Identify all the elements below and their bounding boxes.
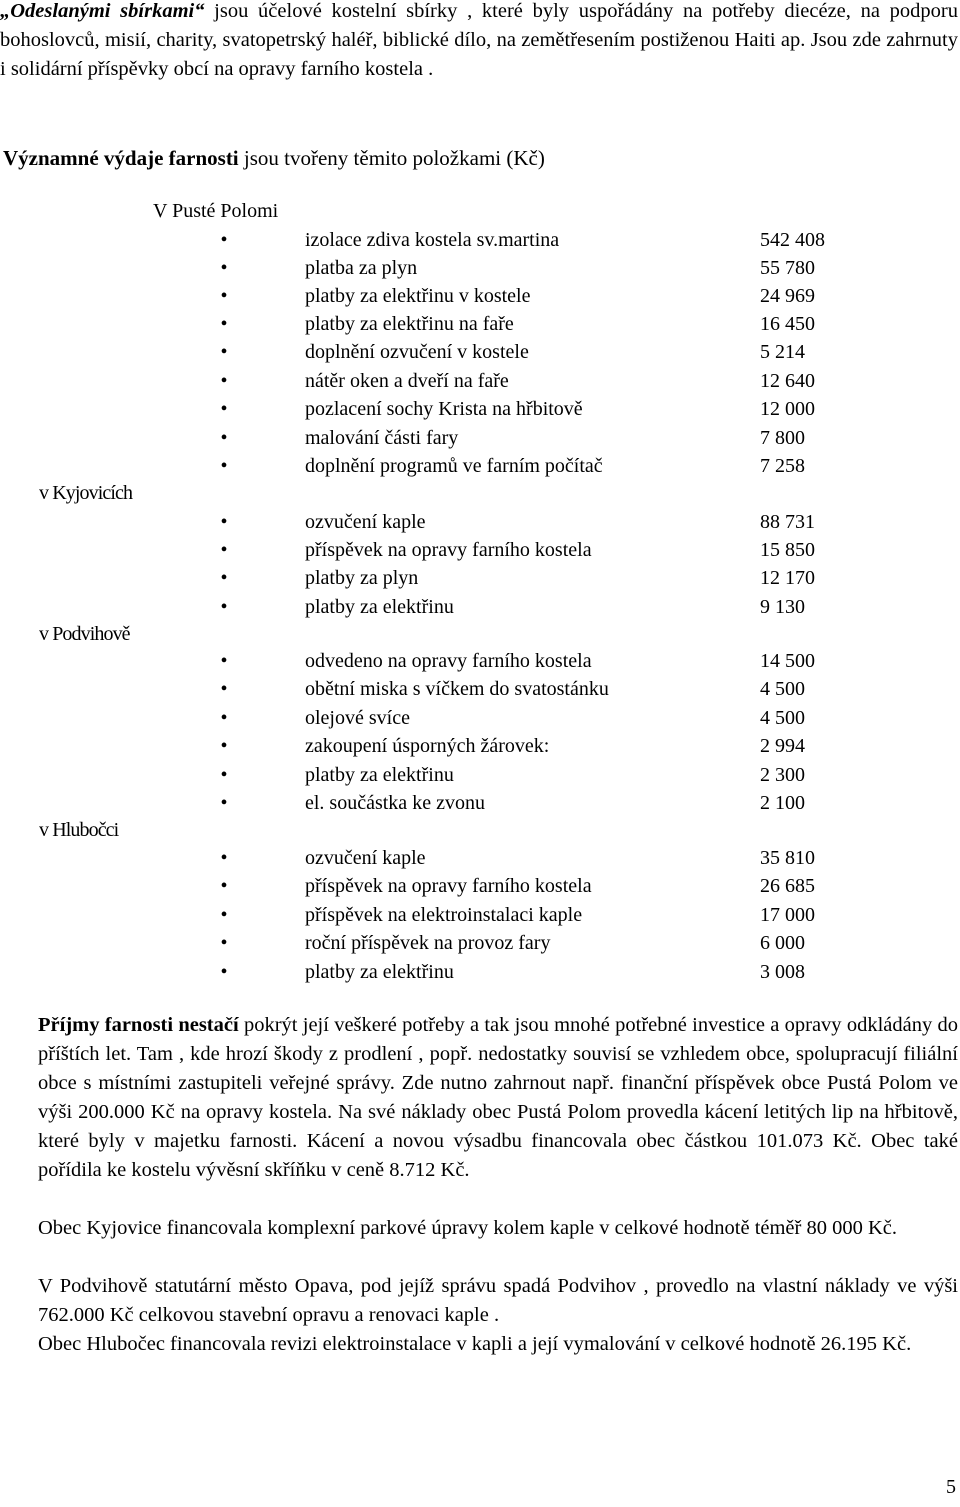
item-label: el. součástka ke zvonu [305,792,485,814]
bullet: • [220,650,228,672]
item-label: obětní miska s víčkem do svatostánku [305,678,609,700]
item-amount: 12 640 [760,370,815,392]
list-item [0,932,960,960]
item-label: ozvučení kaple [305,511,426,533]
list-item [0,875,960,903]
bullet: • [220,961,228,983]
bullet: • [220,341,228,363]
podvihov-paragraph: V Podvihově statutární město Opava, pod jejíž správu spadá Podvihov , provedlo na vlastní náklady ve výši 762.000 Kč celkovou stavební opravu a renovaci kaple . [38,1275,958,1326]
item-amount: 55 780 [760,257,815,279]
expenses-heading [3,146,545,171]
bullet: • [220,229,228,251]
bullet: • [220,764,228,786]
page-number: 5 [946,1476,956,1498]
bullet: • [220,427,228,449]
list-item [0,792,960,820]
item-label: zakoupení úsporných žárovek: [305,735,550,757]
list-item [0,285,960,313]
item-amount: 542 408 [760,229,825,251]
item-label: doplnění ozvučení v kostele [305,341,529,363]
bullet: • [220,539,228,561]
bullet: • [220,567,228,589]
item-label: platby za elektřinu na faře [305,313,514,335]
list-item [0,427,960,455]
income-paragraph [38,1011,958,1185]
item-amount: 12 000 [760,398,815,420]
item-label: pozlacení sochy Krista na hřbitově [305,398,583,420]
item-amount: 17 000 [760,904,815,926]
item-amount: 5 214 [760,341,805,363]
bullet: • [220,707,228,729]
bullet: • [220,735,228,757]
list-item [0,707,960,735]
bullet: • [220,847,228,869]
list-item [0,313,960,341]
item-label: malování části fary [305,427,459,449]
list-item [0,455,960,483]
list-item [0,567,960,595]
item-label: nátěr oken a dveří na faře [305,370,509,392]
item-label: příspěvek na opravy farního kostela [305,875,592,897]
list-item [0,904,960,932]
income-text: pokrýt její veškeré potřeby a tak jsou mnohé potřebné investice a opravy odkládány do příštích let. Tam , kde hrozí škody z prodlení , popř. nedostatky souvisí se vzhledem obce, spolupracují filiální obce s místními zastupiteli veřejné správy. Zde nutno zahrnout např. finanční příspěvek obce Pustá Polom ve výši 200.000 Kč na opravy kostela. Na své náklady obec Pustá Polom provedla kácení letitých lip na hřbitově, které byly v majetku farnosti. Kácení a novou výsadbu financovala obec částkou 101.073 Kč. Obec také pořídila ke kostelu vývěsní skříňku v ceně 8.712 Kč. [38,1014,958,1181]
list-item [0,229,960,257]
item-label: platby za plyn [305,567,419,589]
hlubocec-paragraph: Obec Hlubočec financovala revizi elektroinstalace v kapli a její vymalování v celkové hodnotě 26.195 Kč. [38,1333,912,1355]
expenses-heading-rest: jsou tvořeny těmito položkami (Kč) [238,146,545,170]
income-bold: Příjmy farnosti nestačí [38,1014,239,1036]
item-label: platby za elektřinu [305,961,454,983]
item-amount: 12 170 [760,567,815,589]
list-item [0,961,960,989]
item-amount: 9 130 [760,596,805,618]
item-amount: 4 500 [760,707,805,729]
list-item [0,398,960,426]
item-label: platby za elektřinu v kostele [305,285,531,307]
bullet: • [220,511,228,533]
item-amount: 16 450 [760,313,815,335]
intro-text: jsou účelové kostelní sbírky , které byly uspořádány na potřeby diecéze, na podporu bohoslovců, misií, charity, svatopetrský haléř, biblické dílo, na zemětřesením postiženou Haiti ap. Jsou zde zahrnuty i solidární příspěvky obcí na opravy farního kostela . [0,0,958,80]
item-label: ozvučení kaple [305,847,426,869]
item-amount: 14 500 [760,650,815,672]
bullet: • [220,370,228,392]
bullet: • [220,875,228,897]
location-name: V Pusté Polomi [153,200,279,222]
bullet: • [220,313,228,335]
item-label: izolace zdiva kostela sv.martina [305,229,560,251]
bullet: • [220,678,228,700]
item-label: platba za plyn [305,257,418,279]
item-label: olejové svíce [305,707,410,729]
item-amount: 4 500 [760,678,805,700]
item-amount: 2 300 [760,764,805,786]
item-amount: 88 731 [760,511,815,533]
item-amount: 2 100 [760,792,805,814]
item-amount: 35 810 [760,847,815,869]
item-amount: 6 000 [760,932,805,954]
item-amount: 15 850 [760,539,815,561]
item-label: příspěvek na opravy farního kostela [305,539,592,561]
list-item [0,257,960,285]
bullet: • [220,596,228,618]
list-item [0,764,960,792]
list-item [0,341,960,369]
item-label: doplnění programů ve farním počítač [305,455,603,477]
list-item [0,650,960,678]
location-name: v Podvihově [39,623,130,645]
bullet: • [220,455,228,477]
location-name: v Hlubočci [39,819,119,841]
item-label: odvedeno na opravy farního kostela [305,650,592,672]
bullet: • [220,257,228,279]
item-amount: 7 258 [760,455,805,477]
list-item [0,539,960,567]
item-label: roční příspěvek na provoz fary [305,932,551,954]
list-item [0,596,960,624]
item-amount: 7 800 [760,427,805,449]
intro-paragraph [0,0,958,84]
kyjovice-paragraph: Obec Kyjovice financovala komplexní parkové úpravy kolem kaple v celkové hodnotě téměř 80 000 Kč. [38,1217,898,1239]
item-amount: 3 008 [760,961,805,983]
list-item [0,370,960,398]
item-amount: 2 994 [760,735,805,757]
item-amount: 26 685 [760,875,815,897]
location-name: v Kyjovicích [39,482,133,504]
item-label: platby za elektřinu [305,764,454,786]
bullet: • [220,398,228,420]
expenses-heading-bold: Významné výdaje farnosti [3,146,239,170]
list-item [0,847,960,875]
item-label: příspěvek na elektroinstalaci kaple [305,904,583,926]
bullet: • [220,932,228,954]
list-item [0,735,960,763]
bullet: • [220,904,228,926]
list-item [0,511,960,539]
item-amount: 24 969 [760,285,815,307]
item-label: platby za elektřinu [305,596,454,618]
bullet: • [220,792,228,814]
intro-term: „Odeslanými sbírkami“ [0,0,205,22]
list-item [0,678,960,706]
bullet: • [220,285,228,307]
